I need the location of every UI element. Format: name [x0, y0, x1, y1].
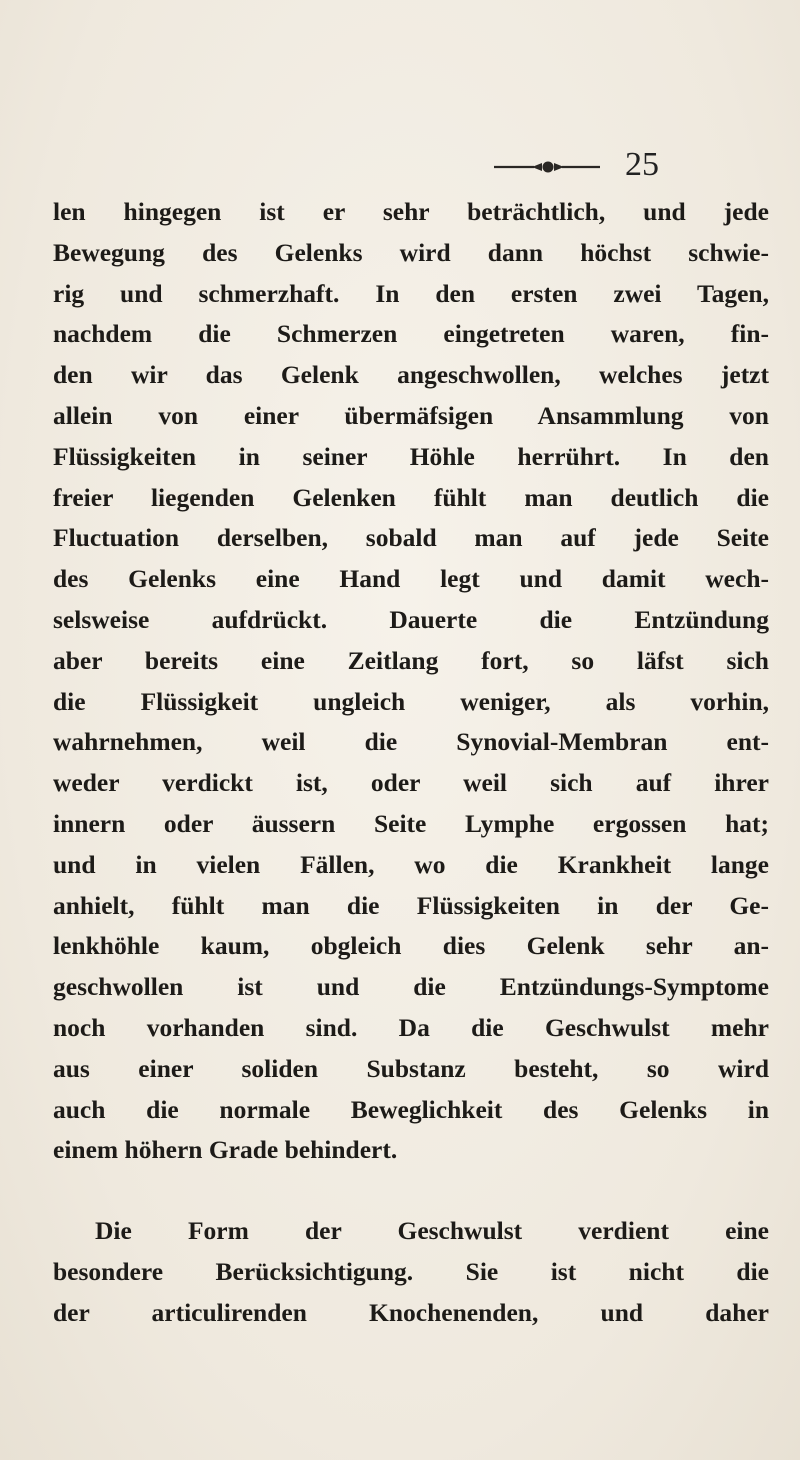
paragraph-2 — [53, 1211, 769, 1333]
text-line: der articulirenden Knochenenden, und daher — [53, 1297, 769, 1327]
text-line: len hingegen ist er sehr beträchtlich, und jede — [53, 197, 769, 226]
body-text — [53, 192, 769, 1334]
paragraph-gap — [53, 1171, 769, 1211]
text-line: geschwollen ist und die Entzündungs-Symptome — [53, 972, 769, 1002]
page-number: 25 — [625, 146, 659, 183]
text-line: auch die normale Beweglichkeit des Gelenks in — [53, 1094, 769, 1124]
text-line: nachdem die Schmerzen eingetreten waren, fin- — [53, 319, 769, 349]
text-line: Bewegung des Gelenks wird dann höchst schwie- — [53, 237, 769, 267]
text-line: aus einer soliden Substanz besteht, so wird — [53, 1053, 769, 1083]
text-line: aber bereits eine Zeitlang fort, so läfst sich — [53, 645, 769, 675]
text-line: Die Form der Geschwulst verdient eine — [95, 1216, 769, 1246]
text-line: selsweise aufdrückt. Dauerte die Entzündung — [53, 604, 769, 634]
text-line: einem höhern Grade behindert. — [53, 1135, 398, 1165]
text-line: und in vielen Fällen, wo die Krankheit lange — [53, 849, 769, 879]
text-line: die Flüssigkeit ungleich weniger, als vorhin, — [53, 686, 769, 716]
text-line: den wir das Gelenk angeschwollen, welches jetzt — [53, 360, 769, 390]
text-line: lenkhöhle kaum, obgleich dies Gelenk sehr an- — [53, 931, 769, 961]
text-line: allein von einer übermäfsigen Ansammlung von — [53, 400, 769, 430]
page-header — [0, 148, 800, 188]
text-line: noch vorhanden sind. Da die Geschwulst mehr — [53, 1012, 769, 1042]
text-line: weder verdickt ist, oder weil sich auf ihrer — [53, 768, 769, 798]
text-line: Fluctuation derselben, sobald man auf jede Seite — [53, 523, 769, 553]
text-line: besondere Berücksichtigung. Sie ist nicht die — [53, 1256, 769, 1286]
text-line: freier liegenden Gelenken fühlt man deutlich die — [53, 482, 769, 512]
paragraph-1 — [53, 192, 769, 1171]
text-line: rig und schmerzhaft. In den ersten zwei Tagen, — [53, 278, 769, 308]
text-line: wahrnehmen, weil die Synovial-Membran ent- — [53, 727, 769, 757]
text-line: innern oder äussern Seite Lymphe ergossen hat; — [53, 808, 769, 838]
text-line: anhielt, fühlt man die Flüssigkeiten in der Ge- — [53, 890, 769, 920]
text-line: des Gelenks eine Hand legt und damit wech- — [53, 564, 769, 594]
decorative-rule-icon — [492, 156, 602, 178]
text-line: Flüssigkeiten in seiner Höhle herrührt. In den — [53, 441, 769, 471]
